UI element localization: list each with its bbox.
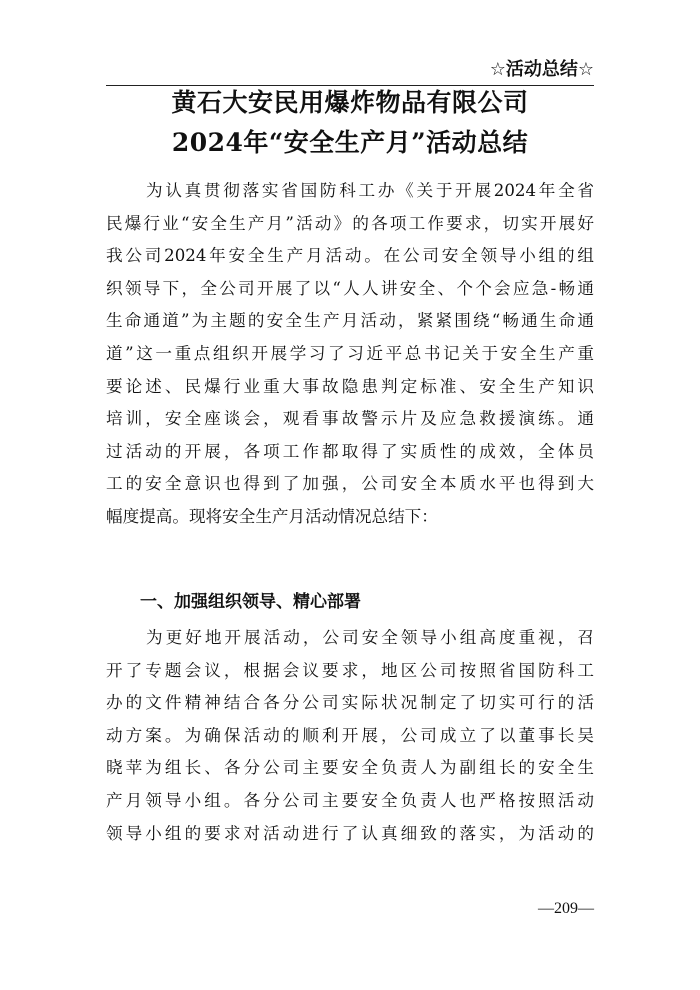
paragraph-line: 我公司2024年安全生产月活动。在公司安全领导小组的组 [106,246,594,266]
paragraph-line: 产月领导小组。各分公司主要安全负责人也严格按照活动 [106,790,594,810]
paragraph-line: 培训，安全座谈会，观看事故警示片及应急救援演练。通 [106,409,594,429]
paragraph-line: 生命通道”为主题的安全生产月活动，紧紧围绕“畅通生命通 [106,311,594,331]
paragraph-line: 民爆行业“安全生产月”活动》的各项工作要求，切实开展好 [106,213,594,233]
section-1-paragraph [106,622,594,850]
paragraph-line: 道”这一重点组织开展学习了习近平总书记关于安全生产重 [106,343,594,363]
section-heading-1: 一、加强组织领导、精心部署 [140,592,361,612]
paragraph-line: 工的安全意识也得到了加强，公司安全本质水平也得到大 [106,474,594,494]
document-title-line-1: 黄石大安民用爆炸物品有限公司 [171,88,529,117]
paragraph-line: 幅度提高。现将安全生产月活动情况总结下： [106,506,438,526]
paragraph-line: 织领导下，全公司开展了以“人人讲安全、个个会应急-畅通 [106,278,594,298]
intro-paragraph [106,175,594,534]
paragraph-line: 为更好地开展活动，公司安全领导小组高度重视，召 [146,628,594,647]
paragraph-line: 要论述、民爆行业重大事故隐患判定标准、安全生产知识 [106,376,594,396]
paragraph-line: 晓苹为组长、各分公司主要安全负责人为副组长的安全生 [106,758,594,778]
paragraph-line: 过活动的开展，各项工作都取得了实质性的成效，全体员 [106,441,594,461]
document-title-line-2: 2024年“安全生产月”活动总结 [171,128,529,157]
paragraph-line: 为认真贯彻落实省国防科工办《关于开展2024年全省 [146,181,594,200]
page-number: —209— [538,900,594,917]
paragraph-line: 动方案。为确保活动的顺利开展，公司成立了以董事长吴 [106,725,594,745]
paragraph-line: 领导小组的要求对活动进行了认真细致的落实，为活动的 [106,823,594,843]
section-header-label: ☆活动总结☆ [489,59,594,80]
paragraph-line: 办的文件精神结合各分公司实际状况制定了切实可行的活 [106,693,594,713]
paragraph-line: 开了专题会议，根据会议要求，地区公司按照省国防科工 [106,660,594,680]
